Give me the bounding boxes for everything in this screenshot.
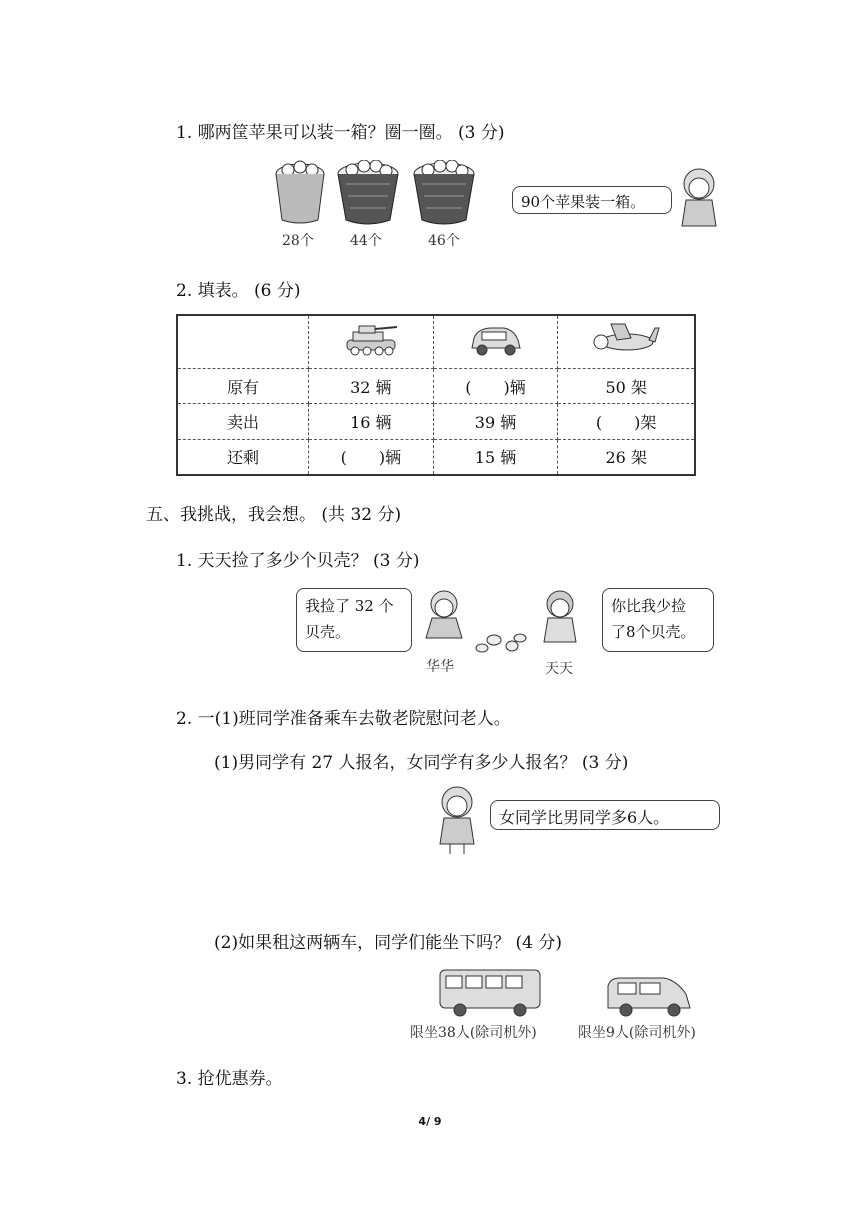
question-1-text: 1. 哪两筐苹果可以装一箱？圈一圈。 (3 分) (176, 123, 505, 143)
fill-table (176, 314, 696, 476)
speech-bubble (490, 800, 720, 830)
left-speech-bubble (296, 588, 412, 652)
section-5-question-1-text: 1. 天天捡了多少个贝壳？ (3 分) (176, 551, 420, 571)
basket-label: 28个 (282, 233, 314, 249)
plane-icon (591, 320, 661, 360)
table-cell[interactable]: ( )架 (558, 404, 695, 439)
section-5-title: 五、我挑战，我会想。 (共 32 分) (146, 505, 402, 525)
table-cell: 26 架 (558, 439, 695, 475)
tank-cell (309, 315, 434, 369)
table-cell: 39 辆 (433, 404, 558, 439)
row-label: 卖出 (177, 404, 309, 439)
table-cell[interactable]: ( )辆 (433, 369, 558, 404)
speech-text: 女同学比男同学多6人。 (499, 808, 670, 827)
page-number: 4/ 9 (418, 1115, 442, 1128)
row-label: 原有 (177, 369, 309, 404)
boy-icon (544, 591, 576, 642)
apple-baskets-illustration (268, 160, 478, 232)
van-icon (604, 974, 694, 1018)
name-label: 华华 (426, 659, 454, 675)
question-2-text: 2. 填表。 (6 分) (176, 281, 301, 301)
section-5-question-2-text: 2. 一(1)班同学准备乘车去敬老院慰问老人。 (176, 709, 511, 729)
girl-icon (426, 591, 462, 638)
car-cell (433, 315, 558, 369)
bus-capacity-caption: 限坐38人(除司机外) (410, 1025, 537, 1041)
speech-line: 你比我少捡 (611, 597, 687, 615)
question-2-sub-1-text: (1)男同学有 27 人报名，女同学有多少人报名？ (3 分) (214, 753, 629, 773)
basket-icon (414, 160, 474, 224)
speech-line: 我捡了 32 个 (305, 597, 394, 615)
children-shells-illustration (420, 588, 600, 658)
table-cell: 16 辆 (309, 404, 434, 439)
basket-label: 44个 (350, 233, 382, 249)
speech-text: 90个苹果装一箱。 (521, 193, 646, 211)
speech-line: 贝壳。 (305, 623, 351, 641)
speech-bubble (512, 186, 672, 214)
tank-icon (339, 320, 403, 360)
basket-icon (276, 161, 324, 223)
row-label: 还剩 (177, 439, 309, 475)
section-5-question-3-text: 3. 抢优惠券。 (176, 1069, 283, 1089)
basket-icon (338, 160, 398, 224)
shell-icon (476, 634, 526, 652)
basket-label: 46个 (428, 233, 460, 249)
question-2-sub-2-text: (2)如果租这两辆车，同学们能坐下吗？ (4 分) (214, 933, 562, 953)
plane-cell (558, 315, 695, 369)
girl-icon (430, 784, 484, 856)
table-cell[interactable]: ( )辆 (309, 439, 434, 475)
girl-icon (676, 166, 722, 230)
bus-icon (436, 966, 546, 1018)
name-label: 天天 (545, 661, 573, 677)
right-speech-bubble (602, 588, 714, 652)
table-corner (177, 315, 309, 369)
speech-line: 了8个贝壳。 (611, 623, 696, 641)
van-capacity-caption: 限坐9人(除司机外) (578, 1025, 696, 1041)
table-cell: 15 辆 (433, 439, 558, 475)
table-cell: 32 辆 (309, 369, 434, 404)
car-icon (464, 320, 528, 360)
table-cell: 50 架 (558, 369, 695, 404)
